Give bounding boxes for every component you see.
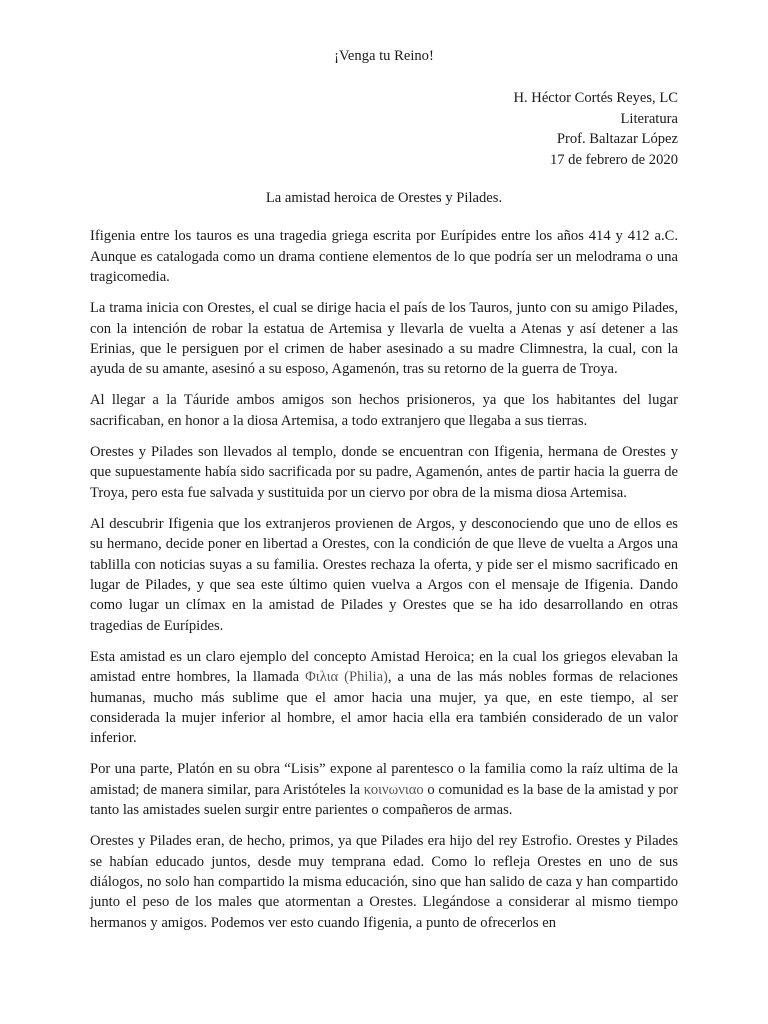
paragraph-3: Al llegar a la Táuride ambos amigos son hechos prisioneros, ya que los habitantes del lugar sacrificaban, en honor a la diosa Artemisa, a todo extranjero que llegaba a sus tierras. (90, 392, 678, 429)
greek-term-philia: Φιλια (Philia) (305, 669, 388, 686)
date-line: 17 de febrero de 2020 (549, 151, 678, 168)
author-line: H. Héctor Cortés Reyes, LC (513, 90, 678, 107)
professor-line: Prof. Baltazar López (556, 131, 678, 148)
subject-line: Literatura (620, 110, 678, 127)
paragraph-6-text-b: , a una de las más nobles formas de relaciones humanas, mucho más sublime que el amor hacia una mujer, ya que, en este tiempo, al ser considerada la mujer inferior al hombre, el amor hacia ella era también considerado de un valor inferior. (90, 669, 678, 747)
motto: ¡Venga tu Reino! (334, 48, 434, 64)
document-page (90, 46, 678, 944)
paragraph-2: La trama inicia con Orestes, el cual se dirige hacia el país de los Tauros, junto con su amigo Pilades, con la intención de robar la estatua de Artemisa y llevarla de vuelta a Atenas y así detener a las Erinias, que le persiguen por el crimen de haber asesinado a su madre Climnestra, la cual, con la ayuda de su amante, asesinó a su esposo, Agamenón, tras su retorno de la guerra de Troya. (90, 300, 678, 378)
paragraph-6-text-a: Esta amistad es un claro ejemplo del concepto Amistad Heroica; en la cual los griegos elevaban la amistad entre hombres, la llamada (90, 648, 678, 686)
paragraph-7 (90, 759, 678, 820)
paragraph-1: Ifigenia entre los tauros es una tragedia griega escrita por Eurípides entre los años 414 y 412 a.C. Aunque es catalogada como un drama contiene elementos de lo que podría ser un melodrama o una tragicomedia. (90, 228, 678, 286)
paragraph-7-text-b: o comunidad es la base de la amistad y por tanto las amistades suelen surgir entre parientes o compañeros de armas. (90, 781, 678, 819)
paragraph-5: Al descubrir Ifigenia que los extranjeros provienen de Argos, y desconociendo que uno de ellos es su hermano, decide poner en libertad a Orestes, con la condición de que lleve de vuelta a Argos una tablilla con noticias suyas a su familia. Orestes rechaza la oferta, y pide ser el mismo sacrificado en lugar de Pilades, y que sea este último quien vuelva a Argos con el mensaje de Ifigenia. Dando como lugar un clímax en la amistad de Pilades y Orestes que se ha ido desarrollando en otras tragedias de Eurípides. (90, 515, 678, 634)
greek-term-koinonia: κοινωνιαο (363, 781, 424, 798)
header-block (90, 88, 678, 170)
document-title: La amistad heroica de Orestes y Pilades. (265, 190, 503, 207)
paragraph-8: Orestes y Pilades eran, de hecho, primos, ya que Pilades era hijo del rey Estrofio. Orestes y Pilades se habían educado juntos, desde muy temprana edad. Como lo refleja Orestes en uno de sus diálogos, no solo han compartido la misma educación, sino que han salido de caza y han compartido junto el peso de los males que atormentan a Orestes. Llegándose a considerar al mismo tiempo hermanos y amigos. Podemos ver esto cuando Ifigenia, a punto de ofrecerlos en (90, 833, 678, 931)
paragraph-6 (90, 647, 678, 749)
paragraph-7-text-a: Por una parte, Platón en su obra “Lisis” expone al parentesco o la familia como la raíz ultima de la amistad; de manera similar, para Aristóteles la (90, 761, 678, 798)
paragraph-4: Orestes y Pilades son llevados al templo, donde se encuentran con Ifigenia, hermana de Orestes y que supuestamente había sido sacrificada por su padre, Agamenón, antes de partir hacia la guerra de Troya, pero esta fue salvada y sustituida por un ciervo por obra de la misma diosa Artemisa. (90, 443, 678, 501)
